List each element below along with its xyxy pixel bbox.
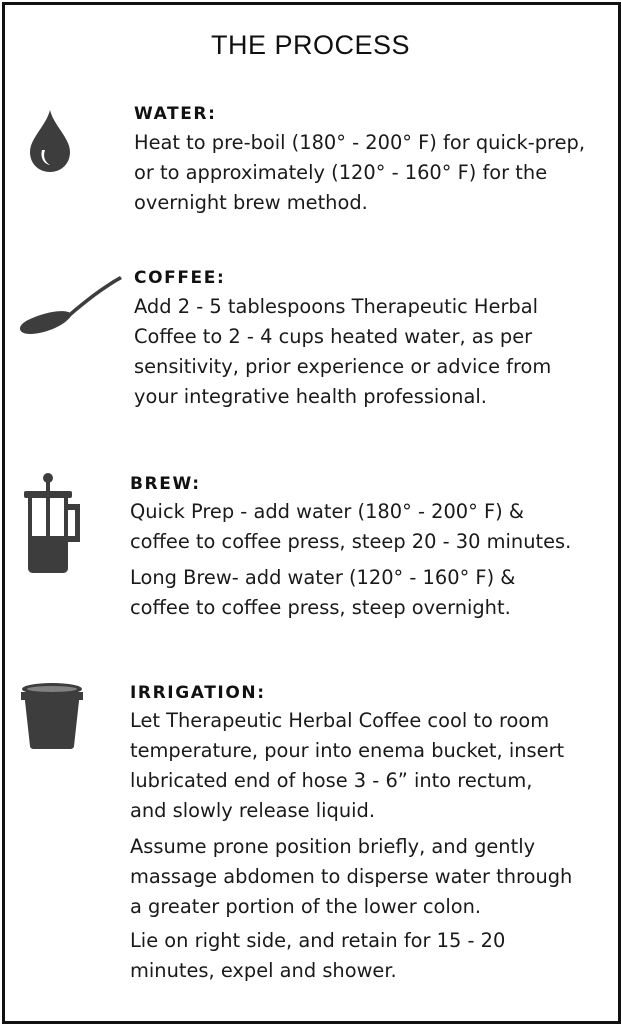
irrigation-heading: IRRIGATION: (130, 683, 266, 703)
spoon-icon (14, 270, 124, 340)
water-drop-icon (28, 108, 72, 174)
water-text: Heat to pre-boil (180° - 200° F) for quick-prep, or to approximately (120° - 160° F) for the overnight brew method. (134, 131, 585, 214)
irrigation-step-3-text: Lie on right side, and retain for 15 - 20 minutes, expel and shower. (130, 929, 506, 982)
brew-heading: BREW: (130, 474, 201, 494)
irrigation-step-1-text: Let Therapeutic Herbal Coffee cool to room temperature, pour into enema bucket, insert lubricated end of hose 3 - 6” into rectum, and slowly release liquid. (130, 709, 565, 822)
brew-long-brew-text: Long Brew- add water (120° - 160° F) & coffee to coffee press, steep overnight. (130, 566, 516, 619)
bucket-icon (20, 680, 86, 750)
coffee-press-icon (20, 470, 86, 576)
coffee-text: Add 2 - 5 tablespoons Therapeutic Herbal Coffee to 2 - 4 cups heated water, as per sensitivity, prior experience or advice from your integrative health professional. (134, 295, 552, 408)
irrigation-step-2-text: Assume prone position briefly, and gently massage abdomen to disperse water through a greater portion of the lower colon. (130, 835, 573, 918)
page-title: THE PROCESS (210, 30, 411, 60)
coffee-heading: COFFEE: (134, 268, 226, 288)
water-heading: WATER: (134, 104, 217, 124)
brew-quick-prep-text: Quick Prep - add water (180° - 200° F) & coffee to coffee press, steep 20 - 30 minutes. (130, 500, 572, 553)
